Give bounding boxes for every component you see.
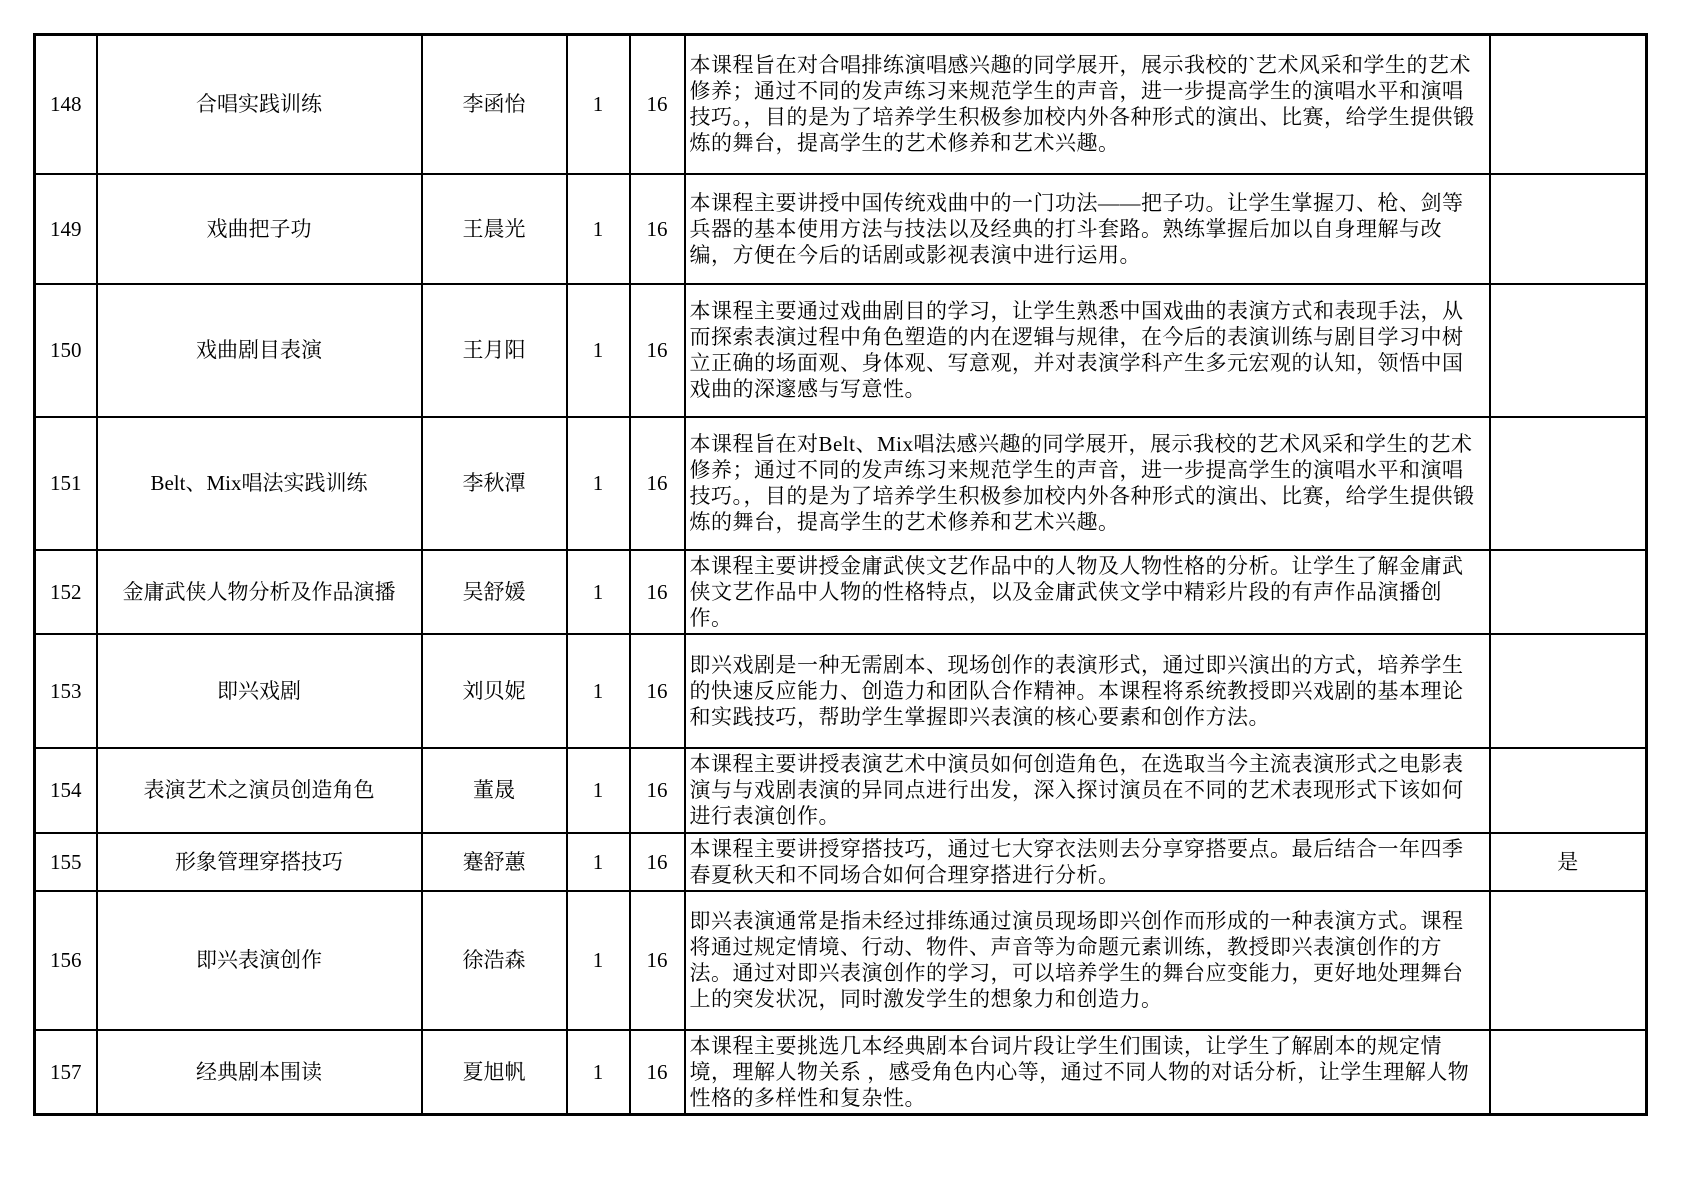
hours-cell: 16: [630, 284, 685, 417]
course-name-cell: 戏曲剧目表演: [97, 284, 422, 417]
teacher-cell: 徐浩森: [422, 891, 567, 1030]
row-number-cell: 157: [35, 1030, 97, 1115]
course-name-cell: 即兴表演创作: [97, 891, 422, 1030]
row-number-cell: 152: [35, 550, 97, 634]
hours-cell: 16: [630, 891, 685, 1030]
selected-flag-cell: [1490, 891, 1647, 1030]
table-row: [35, 748, 1647, 833]
selected-flag-cell: [1490, 417, 1647, 550]
description-cell: 本课程主要通过戏曲剧目的学习，让学生熟悉中国戏曲的表演方式和表现手法，从而探索表演过程中角色塑造的内在逻辑与规律，在今后的表演训练与剧目学习中树立正确的场面观、身体观、写意观，并对表演学科产生多元宏观的认知，领悟中国戏曲的深邃感与写意性。: [685, 284, 1490, 417]
credit-cell: 1: [567, 1030, 630, 1115]
table-row: [35, 35, 1647, 174]
teacher-cell: 夏旭帆: [422, 1030, 567, 1115]
table-row: [35, 634, 1647, 748]
description-cell: 本课程旨在对合唱排练演唱感兴趣的同学展开，展示我校的`艺术风采和学生的艺术修养；通过不同的发声练习来规范学生的声音，进一步提高学生的演唱水平和演唱技巧。，目的是为了培养学生积极参加校内外各种形式的演出、比赛，给学生提供锻炼的舞台，提高学生的艺术修养和艺术兴趣。: [685, 35, 1490, 174]
selected-flag-cell: [1490, 284, 1647, 417]
hours-cell: 16: [630, 174, 685, 284]
description-cell: 本课程主要挑选几本经典剧本台词片段让学生们围读，让学生了解剧本的规定情境，理解人物关系 ，感受角色内心等，通过不同人物的对话分析，让学生理解人物性格的多样性和复杂性。: [685, 1030, 1490, 1115]
row-number-cell: 156: [35, 891, 97, 1030]
credit-cell: 1: [567, 634, 630, 748]
row-number-cell: 150: [35, 284, 97, 417]
credit-cell: 1: [567, 748, 630, 833]
course-name-cell: 经典剧本围读: [97, 1030, 422, 1115]
course-name-cell: 形象管理穿搭技巧: [97, 833, 422, 891]
table-row: [35, 284, 1647, 417]
row-number-cell: 155: [35, 833, 97, 891]
selected-flag-cell: 是: [1490, 833, 1647, 891]
teacher-cell: 李秋潭: [422, 417, 567, 550]
hours-cell: 16: [630, 634, 685, 748]
row-number-cell: 148: [35, 35, 97, 174]
course-name-cell: 合唱实践训练: [97, 35, 422, 174]
credit-cell: 1: [567, 550, 630, 634]
course-name-cell: 戏曲把子功: [97, 174, 422, 284]
credit-cell: 1: [567, 833, 630, 891]
hours-cell: 16: [630, 35, 685, 174]
row-number-cell: 154: [35, 748, 97, 833]
selected-flag-cell: [1490, 174, 1647, 284]
row-number-cell: 153: [35, 634, 97, 748]
course-table-body: [35, 35, 1647, 1115]
table-row: [35, 550, 1647, 634]
description-cell: 本课程主要讲授穿搭技巧，通过七大穿衣法则去分享穿搭要点。最后结合一年四季春夏秋天和不同场合如何合理穿搭进行分析。: [685, 833, 1490, 891]
course-name-cell: Belt、Mix唱法实践训练: [97, 417, 422, 550]
table-row: [35, 891, 1647, 1030]
hours-cell: 16: [630, 1030, 685, 1115]
description-cell: 即兴戏剧是一种无需剧本、现场创作的表演形式，通过即兴演出的方式，培养学生的快速反应能力、创造力和团队合作精神。本课程将系统教授即兴戏剧的基本理论和实践技巧，帮助学生掌握即兴表演的核心要素和创作方法。: [685, 634, 1490, 748]
description-cell: 本课程旨在对Belt、Mix唱法感兴趣的同学展开，展示我校的艺术风采和学生的艺术修养；通过不同的发声练习来规范学生的声音，进一步提高学生的演唱水平和演唱技巧。，目的是为了培养学生积极参加校内外各种形式的演出、比赛，给学生提供锻炼的舞台，提高学生的艺术修养和艺术兴趣。: [685, 417, 1490, 550]
credit-cell: 1: [567, 35, 630, 174]
teacher-cell: 吴舒媛: [422, 550, 567, 634]
course-name-cell: 表演艺术之演员创造角色: [97, 748, 422, 833]
hours-cell: 16: [630, 748, 685, 833]
table-row: [35, 1030, 1647, 1115]
selected-flag-cell: [1490, 634, 1647, 748]
course-name-cell: 即兴戏剧: [97, 634, 422, 748]
hours-cell: 16: [630, 550, 685, 634]
teacher-cell: 王月阳: [422, 284, 567, 417]
table-row: [35, 833, 1647, 891]
credit-cell: 1: [567, 284, 630, 417]
credit-cell: 1: [567, 891, 630, 1030]
credit-cell: 1: [567, 417, 630, 550]
teacher-cell: 王晨光: [422, 174, 567, 284]
description-cell: 即兴表演通常是指未经过排练通过演员现场即兴创作而形成的一种表演方式。课程将通过规定情境、行动、物件、声音等为命题元素训练，教授即兴表演创作的方法。通过对即兴表演创作的学习，可以培养学生的舞台应变能力，更好地处理舞台上的突发状况，同时激发学生的想象力和创造力。: [685, 891, 1490, 1030]
teacher-cell: 刘贝妮: [422, 634, 567, 748]
selected-flag-cell: [1490, 550, 1647, 634]
description-cell: 本课程主要讲授表演艺术中演员如何创造角色，在选取当今主流表演形式之电影表演与与戏剧表演的异同点进行出发，深入探讨演员在不同的艺术表现形式下该如何进行表演创作。: [685, 748, 1490, 833]
teacher-cell: 董晟: [422, 748, 567, 833]
description-cell: 本课程主要讲授中国传统戏曲中的一门功法——把子功。让学生掌握刀、枪、剑等兵器的基本使用方法与技法以及经典的打斗套路。熟练掌握后加以自身理解与改编，方便在今后的话剧或影视表演中进行运用。: [685, 174, 1490, 284]
course-table: [33, 33, 1648, 1116]
teacher-cell: 李函怡: [422, 35, 567, 174]
teacher-cell: 蹇舒蕙: [422, 833, 567, 891]
selected-flag-cell: [1490, 748, 1647, 833]
credit-cell: 1: [567, 174, 630, 284]
selected-flag-cell: [1490, 35, 1647, 174]
hours-cell: 16: [630, 833, 685, 891]
course-name-cell: 金庸武侠人物分析及作品演播: [97, 550, 422, 634]
table-row: [35, 174, 1647, 284]
description-cell: 本课程主要讲授金庸武侠文艺作品中的人物及人物性格的分析。让学生了解金庸武侠文艺作品中人物的性格特点，以及金庸武侠文学中精彩片段的有声作品演播创作。: [685, 550, 1490, 634]
row-number-cell: 151: [35, 417, 97, 550]
selected-flag-cell: [1490, 1030, 1647, 1115]
hours-cell: 16: [630, 417, 685, 550]
row-number-cell: 149: [35, 174, 97, 284]
table-row: [35, 417, 1647, 550]
